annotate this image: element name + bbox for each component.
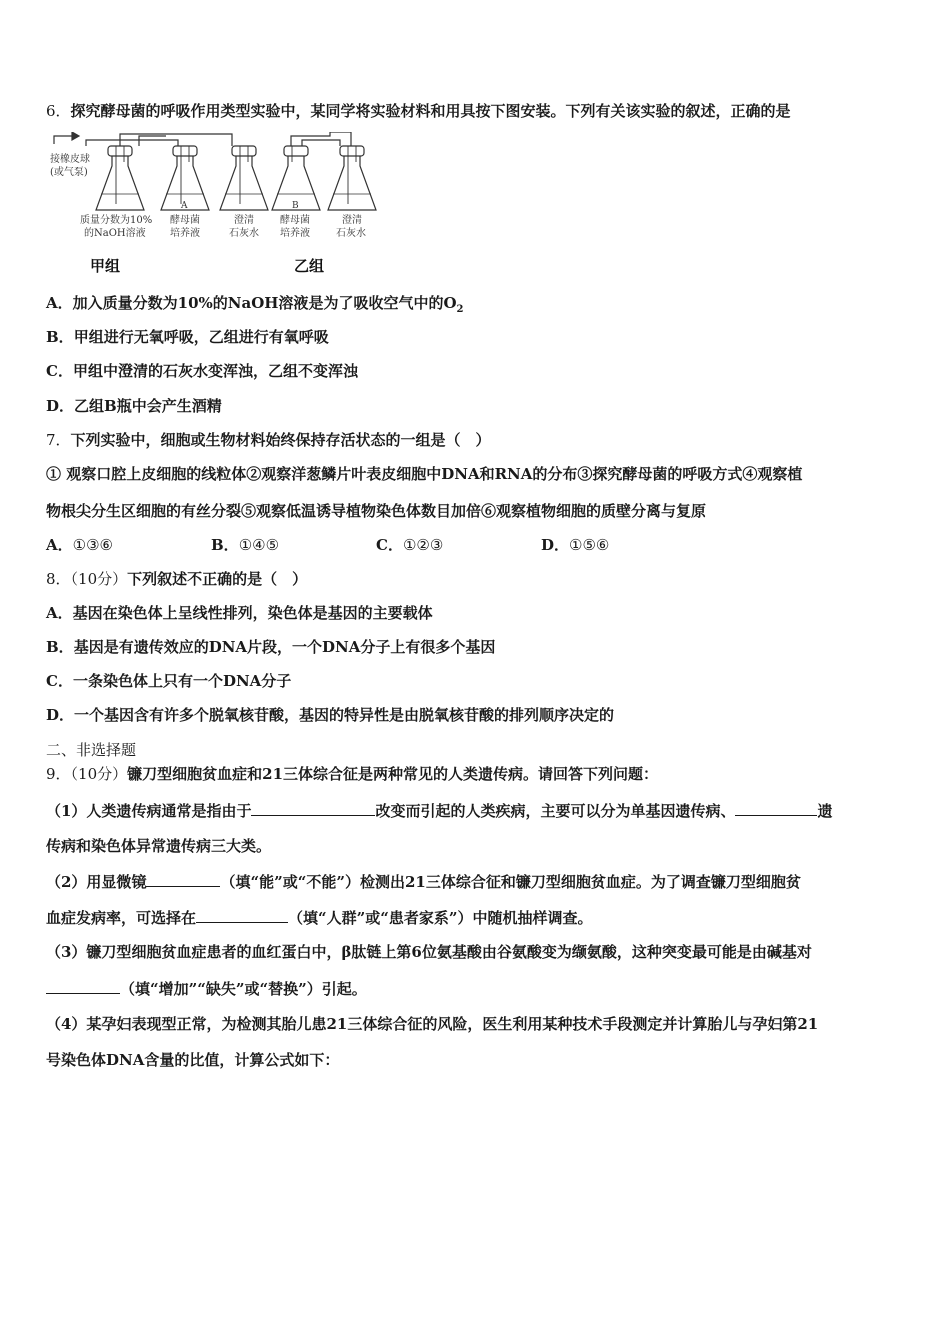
apparatus-diagram bbox=[46, 132, 386, 280]
choice-text: ①②③ bbox=[402, 536, 444, 554]
inlet-label-2: (或气泵) bbox=[50, 167, 88, 178]
q8-score: （10分） bbox=[70, 570, 128, 588]
q8-stem: 下列叙述不正确的是（ ） bbox=[127, 570, 308, 588]
answer-blank-2[interactable] bbox=[735, 799, 817, 816]
q6-option-b bbox=[46, 326, 329, 348]
subscript: 2 bbox=[456, 304, 464, 315]
option-label: A． bbox=[46, 294, 73, 312]
q9-stem-line bbox=[46, 763, 658, 785]
text: （1）人类遗传病通常是指由于 bbox=[46, 802, 252, 820]
choice-label: B． bbox=[211, 536, 239, 554]
q6-option-a bbox=[46, 292, 463, 321]
q7-choice-d bbox=[541, 534, 609, 556]
q7-stem: 下列实验中，细胞或生物材料始终保持存活状态的一组是（ ） bbox=[70, 431, 491, 449]
q9-part4-line2: 号染色体DNA含量的比值，计算公式如下： bbox=[46, 1051, 340, 1069]
flask-3-label-2: 石灰水 bbox=[229, 228, 259, 239]
option-text: 加入质量分数为10%的NaOH溶液是为了吸收空气中的O bbox=[72, 294, 457, 312]
text: （2）用显微镜 bbox=[46, 873, 147, 891]
tube-b-1 bbox=[291, 132, 351, 146]
q9-part1-line2: 传病和染色体异常遗传病三大类。 bbox=[46, 837, 272, 855]
inlet-arrow-line bbox=[54, 136, 72, 144]
option-label: D． bbox=[46, 397, 75, 415]
q6-stem-line bbox=[46, 100, 791, 122]
flask-2-label-2: 培养液 bbox=[170, 228, 200, 239]
q6-stem: 探究酵母菌的呼吸作用类型实验中，某同学将实验材料和用具按下图安装。下列有关该实验的叙述，正确的是 bbox=[70, 102, 791, 120]
option-text: 基因在染色体上呈线性排列，染色体是基因的主要载体 bbox=[72, 604, 433, 622]
flask-3-label-1: 澄清 bbox=[234, 215, 254, 226]
q7-number: 7． bbox=[46, 431, 71, 449]
answer-blank-5[interactable] bbox=[46, 977, 120, 994]
q7-stem-line bbox=[46, 429, 491, 451]
group-b-label: 乙组 bbox=[294, 257, 325, 275]
flask-2-label-1: 酵母菌 bbox=[170, 215, 200, 226]
q7-items-line-1: ① 观察口腔上皮细胞的线粒体②观察洋葱鳞片叶表皮细胞中DNA和RNA的分布③探究酵母菌的呼吸方式④观察植 bbox=[46, 465, 803, 483]
flask-4-tag: B bbox=[292, 201, 299, 211]
flask-4-label-1: 酵母菌 bbox=[280, 215, 310, 226]
q9-part2-line2 bbox=[46, 906, 593, 929]
text: 遗 bbox=[817, 802, 833, 820]
answer-blank-3[interactable] bbox=[146, 870, 220, 887]
answer-blank-1[interactable] bbox=[251, 799, 375, 816]
flask-2-tag: A bbox=[181, 201, 188, 211]
inlet-label-1: 接橡皮球 bbox=[50, 154, 90, 165]
q9-part3-line2 bbox=[46, 977, 367, 1000]
q8-number: 8． bbox=[46, 570, 71, 588]
q7-choice-a bbox=[46, 534, 211, 556]
q9-score: （10分） bbox=[70, 765, 128, 783]
text: 改变而引起的人类疾病，主要可以分为单基因遗传病、 bbox=[375, 802, 736, 820]
text: 血症发病率，可选择在 bbox=[46, 909, 197, 927]
choice-label: C． bbox=[376, 536, 403, 554]
q6-option-d bbox=[46, 395, 222, 417]
option-text: 乙组B瓶中会产生酒精 bbox=[74, 397, 222, 415]
answer-blank-4[interactable] bbox=[196, 906, 288, 923]
q7-items-line-2: 物根尖分生区细胞的有丝分裂⑤观察低温诱导植物染色体数目加倍⑥观察植物细胞的质壁分离与复原 bbox=[46, 502, 707, 520]
q8-option-b bbox=[46, 636, 495, 658]
choice-label: D． bbox=[541, 536, 570, 554]
q9-part1-line1 bbox=[46, 799, 832, 822]
option-label: C． bbox=[46, 362, 73, 380]
option-label: C． bbox=[46, 672, 73, 690]
flask-1-label-1: 质量分数为10% bbox=[80, 215, 153, 226]
flask-5 bbox=[328, 146, 376, 210]
q6-apparatus-figure bbox=[46, 132, 386, 280]
group-a-label: 甲组 bbox=[90, 257, 121, 275]
q9-part4-line1: （4）某孕妇表现型正常，为检测其胎儿患21三体综合征的风险，医生利用某种技术手段测定并计算胎儿与孕妇第21 bbox=[46, 1015, 819, 1033]
choice-label: A． bbox=[46, 536, 73, 554]
choice-text: ①⑤⑥ bbox=[569, 536, 610, 554]
q8-option-d bbox=[46, 704, 614, 726]
option-text: 甲组中澄清的石灰水变浑浊，乙组不变浑浊 bbox=[72, 362, 358, 380]
q9-stem: 镰刀型细胞贫血症和21三体综合征是两种常见的人类遗传病。请回答下列问题： bbox=[127, 765, 659, 783]
option-label: A． bbox=[46, 604, 73, 622]
inlet-arrowhead bbox=[72, 132, 79, 140]
q9-part3-line1: （3）镰刀型细胞贫血症患者的血红蛋白中，β肽链上第6位氨基酸由谷氨酸变为缬氨酸，这种突变最可能是由碱基对 bbox=[46, 943, 812, 961]
flask-4-label-2: 培养液 bbox=[280, 228, 310, 239]
choice-text: ①④⑤ bbox=[238, 536, 280, 554]
option-label: B． bbox=[46, 638, 74, 656]
q8-stem-line bbox=[46, 568, 307, 590]
q7-choice-b bbox=[211, 534, 376, 556]
text: （填“增加”“缺失”或“替换”）引起。 bbox=[120, 980, 367, 998]
option-label: D． bbox=[46, 706, 75, 724]
flask-3 bbox=[220, 146, 268, 210]
q9-part2-line1 bbox=[46, 870, 801, 893]
q6-option-c bbox=[46, 360, 358, 382]
section-title: 二、非选择题 bbox=[46, 741, 137, 759]
q9-number: 9． bbox=[46, 765, 71, 783]
flask-1 bbox=[96, 146, 144, 210]
flask-5-label-2: 石灰水 bbox=[336, 228, 366, 239]
option-text: 一条染色体上只有一个DNA分子 bbox=[72, 672, 292, 690]
tube-b-2 bbox=[302, 140, 340, 146]
q7-choice-c bbox=[376, 534, 541, 556]
tube-a-1 bbox=[86, 140, 178, 146]
text: （填“能”或“不能”）检测出21三体综合征和镰刀型细胞贫血症。为了调查镰刀型细胞贫 bbox=[220, 873, 801, 891]
option-text: 甲组进行无氧呼吸，乙组进行有氧呼吸 bbox=[73, 328, 329, 346]
option-text: 基因是有遗传效应的DNA片段，一个DNA分子上有很多个基因 bbox=[73, 638, 496, 656]
option-label: B． bbox=[46, 328, 74, 346]
choice-text: ①③⑥ bbox=[72, 536, 113, 554]
tube-a-3 bbox=[139, 136, 166, 146]
text: （填“人群”或“患者家系”）中随机抽样调查。 bbox=[288, 909, 593, 927]
q6-number: 6． bbox=[46, 102, 71, 120]
q7-choices bbox=[46, 534, 609, 556]
q8-option-c bbox=[46, 670, 291, 692]
flask-5-label-1: 澄清 bbox=[342, 215, 362, 226]
q8-option-a bbox=[46, 602, 433, 624]
flask-1-label-2: 的NaOH溶液 bbox=[84, 228, 146, 239]
option-text: 一个基因含有许多个脱氧核苷酸，基因的特异性是由脱氧核苷酸的排列顺序决定的 bbox=[74, 706, 615, 724]
